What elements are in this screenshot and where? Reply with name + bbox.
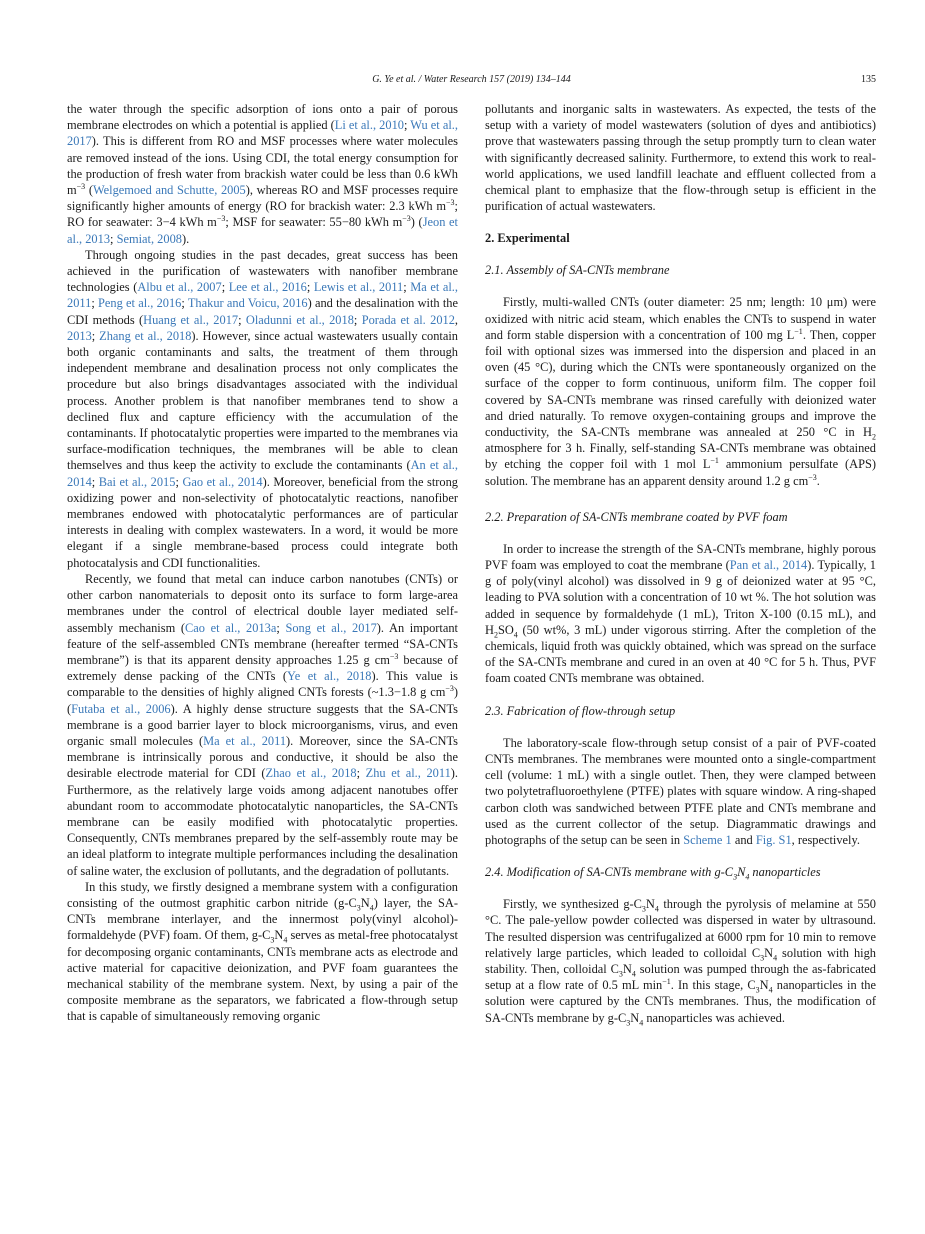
citation-link[interactable]: An et al., 2014 [67,458,458,489]
running-header [67,73,876,87]
citation-link[interactable]: 2013 [67,328,92,343]
paragraph-assembly: Firstly, multi-walled CNTs (outer diameter: 25 nm; length: 10 μm) were oxidized with nitric acid steam, which enables the CNTs to suspend in water and form stable dispersion with a concentration of 100 mg $L^{-1}$. Then, copper foil with optional sizes was immersed into the dispersion and placed in an oven (45 °C), during which the CNTs were spontaneously organized on the surface of the copper to form continuous, uniform film. The copper foil covered by SA-CNTs membrane was rinsed carefully with deionized water and dried naturally. To remove oxygen-containing groups and improve the conductivity, the SA-CNTs membrane was annealed at 250 °C in $H_2$ atmosphere for 3 h. Finally, self-standing SA-CNTs membrane was obtained by etching the copper foil with 1 mol $L^{-1}$ ammonium persulfate (APS) solution. The membrane has an apparent density around 1.2 g $cm^{-3}$. [485,295,876,488]
paragraph-sa-cnts: Recently, we found that metal can induce carbon nanotubes (CNTs) or other carbon nanomaterials to deposit onto its surface to form large-area membranes under the control of electrical double layer mediated self-assembly mechanism (Cao et al., 2013a; Song et al., 2017). An important feature of the self-assembled CNTs membrane (hereafter termed “SA-CNTs membrane”) is that its apparent density approaches 1.25 g $cm^{-3}$ because of extremely dense packing of the CNTs (Ye et al., 2018). This value is comparable to the densities of highly aligned CNTs forests (~1.3−1.8 g $cm^{-3}$) (Futaba et al., 2006). A highly dense structure suggests that the SA-CNTs membrane is a good barrier layer to block microorganisms, virus, and even organic small molecules (Ma et al., 2011). Moreover, since the SA-CNTs membrane is intrinsically porous and conductive, it should be also the desirable electrode material for CDI (Zhao et al., 2018; Zhu et al., 2011). Furthermore, as the relatively large voids among adjacent nanotubes offer abundant room to accommodate photocatalytic nanoparticles, the SA-CNTs membrane can be easily modified with photocatalytic properties. Consequently, CNTs membranes prepared by the self-assembly route may be an ideal platform to integrate multiple performances including the desalination of saline water, the exclusion of pollutants, and the degradation of pollutants. [67,571,458,878]
citation-link[interactable]: Ye et al., 2018 [287,669,372,684]
citation-link[interactable]: Albu et al., 2007 [137,280,222,295]
left-column [67,101,458,1025]
citation-link[interactable]: Song et al., 2017 [285,620,377,635]
section-heading-experimental: 2. Experimental [485,231,570,246]
citation-link[interactable]: Wu et al., 2017 [67,118,458,149]
citation-link[interactable]: Pan et al., 2014 [729,558,808,573]
subsection-heading-2-1: 2.1. Assembly of SA-CNTs membrane [485,263,670,278]
subsection-heading-2-3: 2.3. Fabrication of flow-through setup [485,703,676,718]
citation-link[interactable]: Bai et al., 2015 [98,474,176,489]
page-number: 135 [861,74,876,85]
paragraph-continued: pollutants and inorganic salts in wastewaters. As expected, the tests of the setup with a variety of model wastewaters (solution of dyes and antibiotics) prove that wastewaters passing through the setup promptly turn to clean water with significantly decreased salinity. Furthermore, to extend this work to real-world applications, we used landfill leachate and effluent collected from a chemical plant to emphasize that the flow-through setup is efficient in the purification of actual wastewaters. [485,102,876,214]
citation-link[interactable]: Jeon et al., 2013 [67,215,458,246]
citation-link[interactable]: Gao et al., 2014 [182,474,263,489]
citation-link[interactable]: Welgemoed and Schutte, 2005 [92,183,246,198]
citation-link[interactable]: Lewis et al., 2011 [313,280,404,295]
paragraph-this-study: In this study, we firstly designed a membrane system with a configuration consisting of the outmost graphitic carbon nitride $(g-C_3N_4)$ layer, the SA-CNTs membrane interlayer, and the innermost poly(vinyl alcohol)-formaldehyde (PVF) foam. Of them, $g-C_3N_4$ serves as metal-free photocatalyst for decomposing organic contaminants, CNTs membrane acts as electrode and active material for capacitive deionization, and PVF foam guarantees the mechanical stability of the membrane system. Next, by using a pair of the composite membrane as the separators, we fabricated a flow-through setup that is capable of simultaneously removing organic [67,879,458,1024]
citation-link[interactable]: Peng et al., 2016 [98,296,182,311]
citation-link[interactable]: Semiat, 2008 [116,231,182,246]
paragraph-pvf-foam: In order to increase the strength of the SA-CNTs membrane, highly porous PVF foam was employed to coat the membrane (Pan et al., 2014). Typically, 1 g of poly(vinyl alcohol) was dissolved in 9 g of deionized water at 95 °C, leading to PVA solution with a concentration of 10 wt %. The hot solution was added in sequence by formaldehyde (1 mL), Triton X-100 (0.15 mL), and $H_2SO_4$ (50 wt%, 3 mL) under vigorous stirring. After the completion of the chemicals, liquid froth was quickly obtained, which was spread on the surface of the SA-CNTs membrane and cured in an oven at 40 °C for 5 h. Thus, PVF foam coated CNTs membrane was obtained. [485,541,876,686]
subsection-heading-2-4: 2.4. Modification of SA-CNTs membrane with $g-C_3N_4$ nanoparticles [485,865,821,882]
citation-link[interactable]: Ma et al., 2011 [203,733,287,748]
citation-link[interactable]: Ma et al., 2011 [67,280,458,311]
paragraph-flow-through: The laboratory-scale flow-through setup consist of a pair of PVF-coated CNTs membranes. The membranes were mounted onto a single-compartment cell (volume: 1 mL) with a single outlet. Then, they were clamped between two polytetrafluoroethylene (PTFE) plates with square window. A ring-shaped carbon cloth was sandwiched between PTFE plate and CNTs membrane and used as the current collector of the setup. Diagrammatic drawings and photographs of the setup can be seen in Scheme 1 and Fig. S1, respectively. [485,735,876,847]
figure-link[interactable]: Fig. S1 [755,832,792,847]
right-column [485,101,876,1026]
citation-link[interactable]: Futaba et al., 2006 [71,701,171,716]
journal-citation: G. Ye et al. / Water Research 157 (2019) 134–144 [372,74,571,85]
citation-link[interactable]: Zhao et al., 2018 [265,766,357,781]
citation-link[interactable]: Huang et al., 2017 [143,312,239,327]
citation-link[interactable]: Lee et al., 2016 [228,280,307,295]
citation-link[interactable]: Oladunni et al., 2018 [245,312,354,327]
citation-link[interactable]: Zhu et al., 2011 [365,766,451,781]
subsection-heading-2-2: 2.2. Preparation of SA-CNTs membrane coated by PVF foam [485,509,788,524]
citation-link[interactable]: Li et al., 2010 [334,118,404,133]
paragraph-cdi-energy: the water through the specific adsorption of ions onto a pair of porous membrane electrodes on which a potential is applied (Li et al., 2010; Wu et al., 2017). This is different from RO and MSF processes where water molecules are removed instead of the ions. Using CDI, the total energy consumption for the production of fresh water from brackish water could be less than 0.6 kWh $m^{-3}$ (Welgemoed and Schutte, 2005), whereas RO and MSF processes require significantly higher amounts of energy (RO for brackish water: 2.3 kWh $m^{-3}$; RO for seawater: 3−4 kWh $m^{-3}$; MSF for seawater: 55−80 kWh $m^{-3}$) (Jeon et al., 2013; Semiat, 2008). [67,102,458,246]
paragraph-gcn-modification: Firstly, we synthesized $g-C_3N_4$ through the pyrolysis of melamine at 550 °C. The pale-yellow powder collected was dispersed in water by ultrasound. The resulted dispersion was centrifugalized at 6000 rpm for 10 min to remove relatively large particles, which leaded to colloidal $C_3N_4$ solution with high stability. Then, colloidal $C_3N_4$ solution was pumped through the as-fabricated setup at a flow rate of 0.5 mL $\min^{-1}$. In this stage, $C_3N_4$ nanoparticles in the solution were captured by the CNTs membranes. Thus, the modification of SA-CNTs membrane by $g-C_3N_4$ nanoparticles was achieved. [485,897,877,1027]
citation-link[interactable]: Porada et al. 2012 [361,312,455,327]
paragraph-nanofiber-membranes: Through ongoing studies in the past decades, great success has been achieved in the purification of wastewaters with nanofiber membrane technologies (Albu et al., 2007; Lee et al., 2016; Lewis et al., 2011; Ma et al., 2011; Peng et al., 2016; Thakur and Voicu, 2016) and the desalination with the CDI methods (Huang et al., 2017; Oladunni et al., 2018; Porada et al. 2012, 2013; Zhang et al., 2018). However, since actual wastewaters usually contain both organic contaminants and salts, the treatment of them through independent membrane and desalination process not only complicates the procedure but also brings disadvantages associated with the individual process. Another problem is that nanofiber membranes tend to show a declined flux and capture efficiency with the accumulation of the contaminants. If photocatalytic properties were imparted to the membranes via surface-modification techniques, the membranes will be able to clean themselves and thus keep the activity to exclude the contaminants (An et al., 2014; Bai et al., 2015; Gao et al., 2014). Moreover, beneficial from the strong oxidizing power and non-selectivity of photocatalytic reactions, nanofiber membranes endowed with photocatalytic performances are of particular interests in dealing with complex wastewaters. In a word, it would be more elegant if a single membrane-based process could integrate both photocatalysis and CDI functionalities. [67,247,459,570]
citation-link[interactable]: Cao et al., 2013a [185,620,277,635]
citation-link[interactable]: Zhang et al., 2018 [99,328,192,343]
citation-link[interactable]: Thakur and Voicu, 2016 [187,296,308,311]
scheme-link[interactable]: Scheme 1 [683,832,732,847]
